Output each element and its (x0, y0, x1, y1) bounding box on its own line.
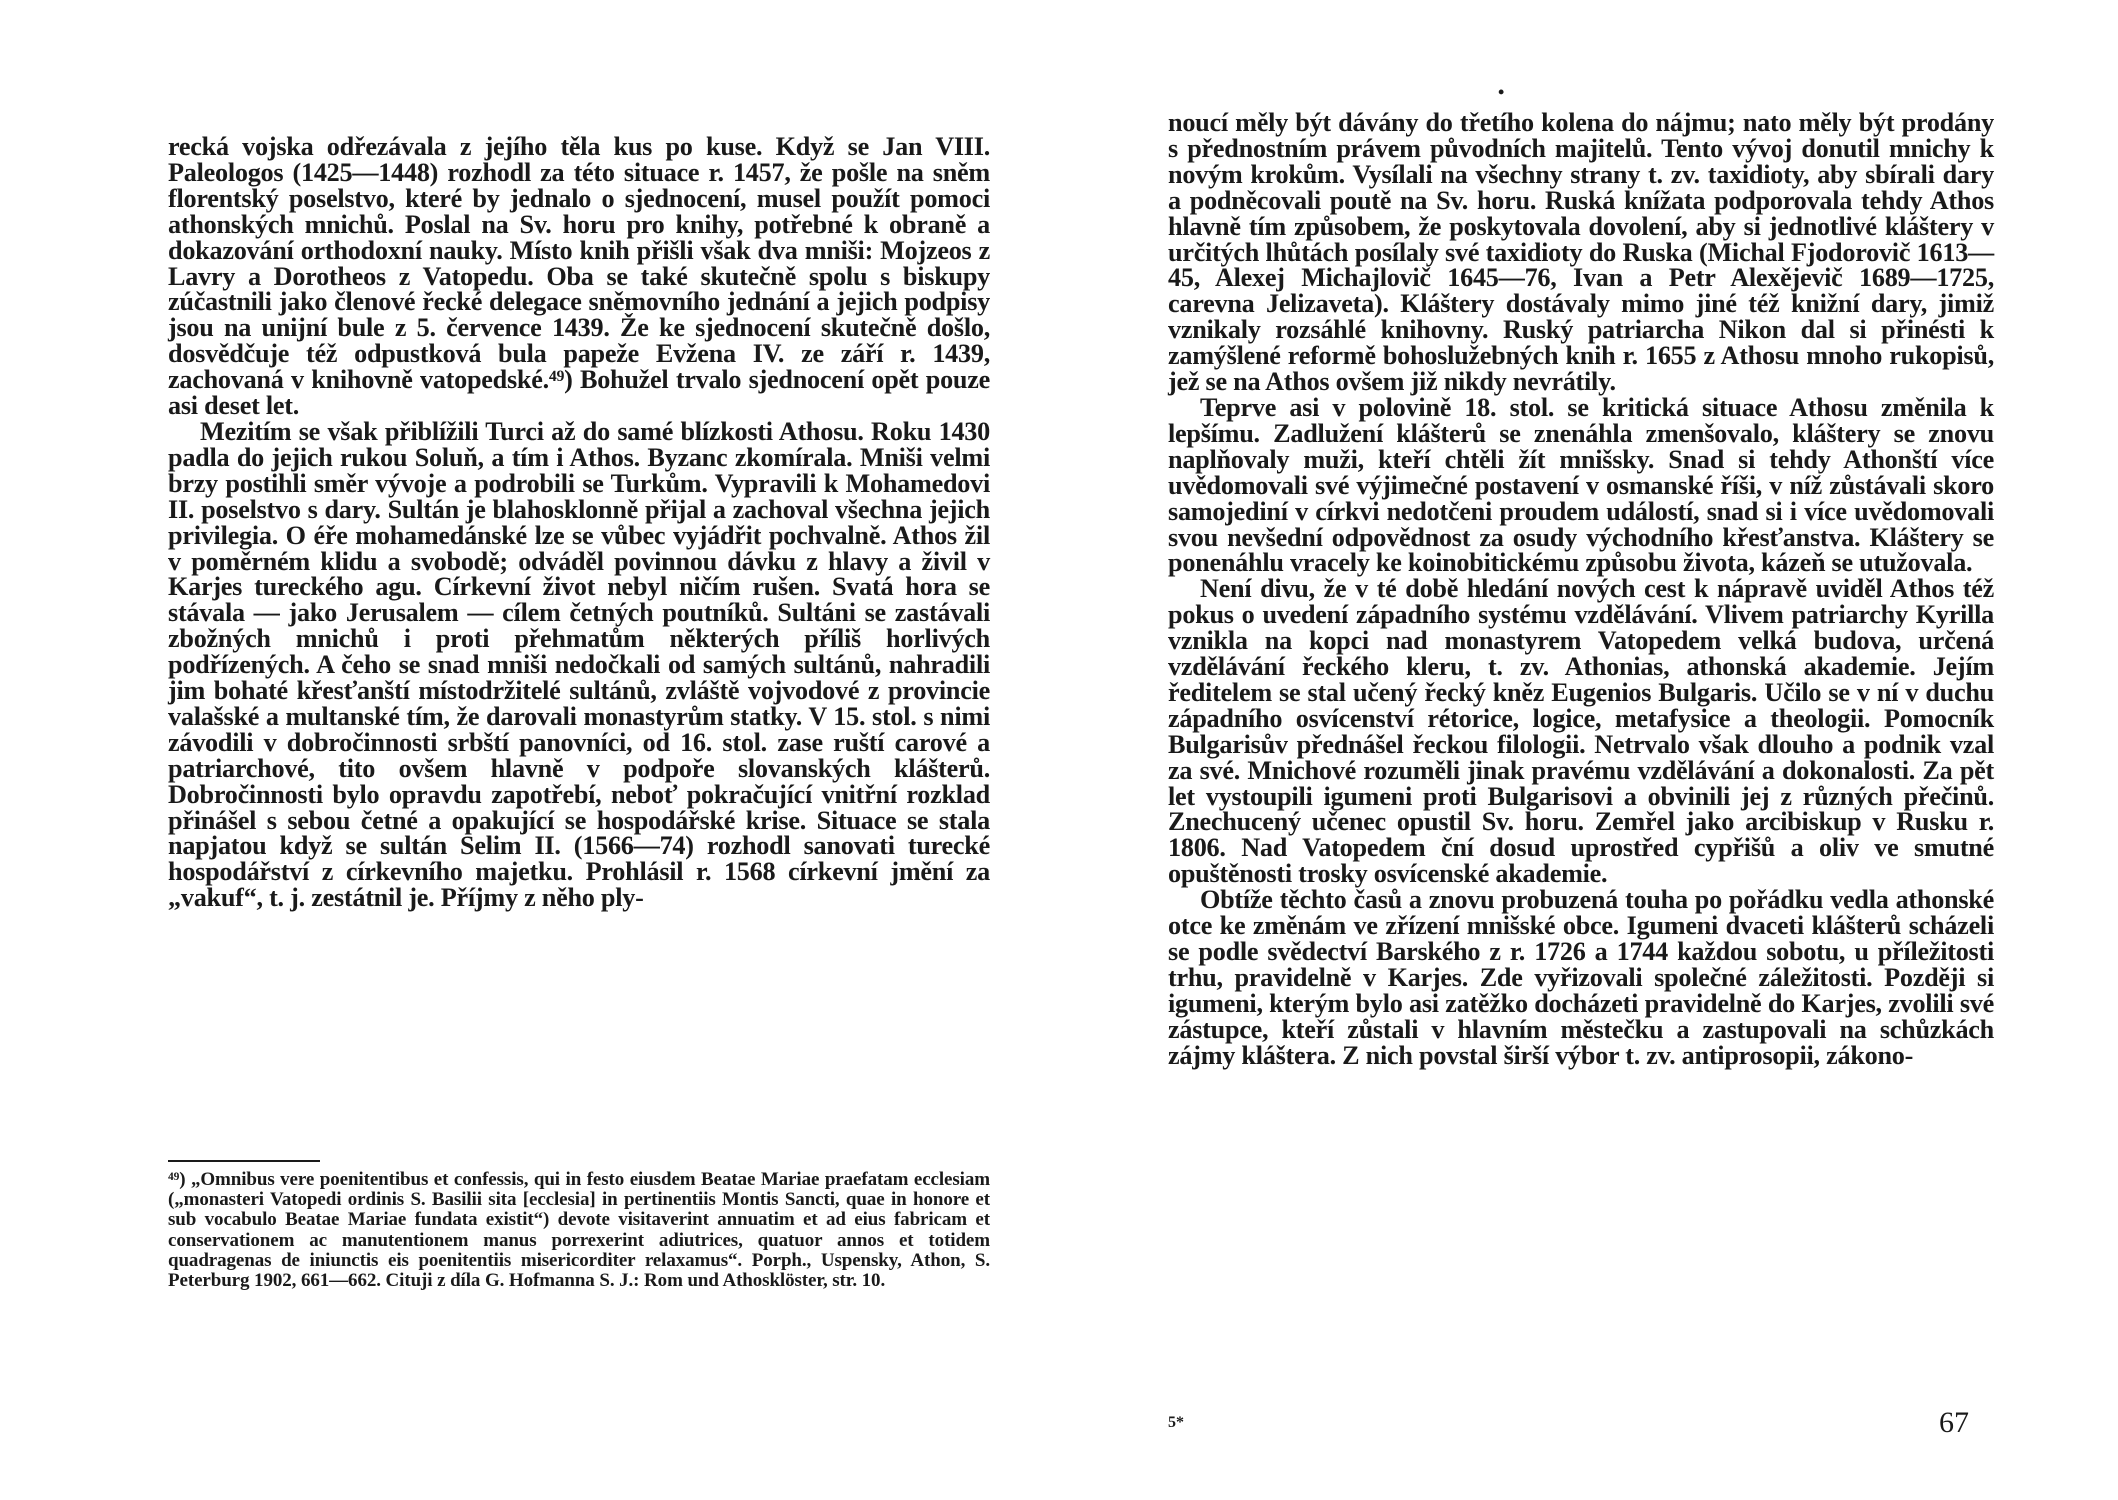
paragraph: Mezitím se však přiblížili Turci až do samé blízkosti Athosu. Roku 1430 padla do jejich rukou Soluň, a tím i Athos. Byzanc zkomírala. Mniši velmi brzy postihli směr vývoje a podrobili se Turkům. Vypravili k Mohamedovi II. poselstvo s dary. Sultán je blahosklonně přijal a zachoval všechna jejich privilegia. O éře mohamedánské lze se vůbec vyjádřit pochvalně. Athos žil v poměrném klidu a svobodě; odváděl povinnou dávku z hlavy a živil v Karjes tureckého agu. Církevní život nebyl ničím rušen. Svatá hora se stávala — jako Jerusalem — cílem četných poutníků. Sultáni se zastávali zbožných mnichů i proti přehmatům některých příliš horlivých podřízených. A čeho se snad mniši nedočkali od samých sultánů, nahradili jim bohaté křesťanští místodržitelé sultánů, zvláště vojvodové z provincie valašské a multanské tím, že darovali monastyrům statky. V 15. stol. s nimi závodili v dobročinnosti srbští panovníci, od 16. stol. zase ruští carové a patriarchové, tito ovšem hlavně v podpoře slovanských klášterů. Dobročinnosti bylo opravdu zapotřebí, neboť pokračující vnitřní rozklad přinášel s sebou četné a opakující se hospodářské krise. Situace se stala napjatou když se sultán Selim II. (1566—74) rozhodl sanovati turecké hospodářství z církevního majetku. Prohlásil r. 1568 církevní jmění za „vakuf“, t. j. zestátnil je. Příjmy z něho ply- (168, 416, 990, 913)
right-text-column (1168, 110, 1994, 1069)
left-text-column (168, 134, 990, 911)
footnote-rule (168, 1160, 320, 1162)
signature-mark: 5* (1168, 1414, 1184, 1431)
paragraph: Teprve asi v polovině 18. stol. se kritická situace Athosu změnila k lepšímu. Zadlužení klášterů se znenáhla zmenšovalo, kláštery se znovu naplňovaly muži, kteří chtěli žít mnišsky. Snad si tehdy Athonští více uvědomovali své výjimečné postavení v osmanské říši, v níž zůstávali skoro samojediní v církvi nedotčeni proudem událostí, snad si i více uvědomovali svou nevšední odpovědnost za osudy východního křesťanstva. Kláštery se ponenáhlu vracely ke koinobitickému způsobu života, kázeň se utužovala. (1168, 392, 1994, 578)
page-number: 67 (1939, 1406, 1969, 1439)
paragraph: Není divu, že v té době hledání nových cest k nápravě uviděl Athos též pokus o uvedení západního systému vzdělávání. Vlivem patriarchy Kyrilla vznikla na kopci nad monastyrem Vatopedem velká budova, určená vzdělávání řeckého kleru, t. zv. Athonias, athonská akademie. Jejím ředitelem se stal učený řecký kněz Eugenios Bulgaris. Učilo se v ní v duchu západního osvícenství rétorice, logice, metafysice a theologii. Pomocník Bulgarisův přednášel řeckou filologii. Netrvalo však dlouho a podnik vzal za své. Mnichové rozuměli jinak pravému vzdělávání a dokonalosti. Za pět let vystoupili igumeni proti Bulgarisovi a obvinili jej z různých přečinů. Znechucený učenec opustil Sv. horu. Zemřel jako arcibiskup v Rusku r. 1806. Nad Vatopedem ční dosud uprostřed cypřišů a oliv ve smutné opuštěnosti trosky osvícenské akademie. (1168, 574, 1994, 889)
footnote: ⁴⁹) „Omnibus vere poenitentibus et confessis, qui in festo eiusdem Beatae Mariae praefatam ecclesiam („monasteri Vatopedi ordinis S. Basilii sita [ecclesia] in pertinentiis Montis Sancti, quae in honore et sub vocabulo Beatae Mariae fundata existit“) devote visitaverint annuatim et ad eius fabricam et conservationem ac manutentionem manus porrexerint adiutrices, quatuor annos et totidem quadragenas de iniunctis eis poenitentiis misericorditer relaxamus“. Porph., Uspensky, Athon, S. Peterburg 1902, 661—662. Cituji z díla G. Hofmanna S. J.: Rom und Athosklöster, str. 10. (168, 1169, 990, 1292)
paragraph: Obtíže těchto časů a znovu probuzená touha po pořádku vedla athonské otce ke změnám ve zřízení mnišské obce. Igumeni dvaceti klášterů scházeli se podle svědectví Barského z r. 1726 a 1744 každou sobotu, u příležitosti trhu, pravidelně v Karjes. Zde vyřizovali společné záležitosti. Později si igumeni, kterým bylo asi zatěžko docházeti pravidelně do Karjes, zvolili své zástupce, kteří zůstali v hlavním městečku a zastupovali na schůzkách zájmy kláštera. Z nich povstal širší výbor t. zv. antiprosopii, zákono- (1168, 885, 1994, 1070)
top-mark: • (1498, 82, 1505, 102)
right-page (1059, 0, 2118, 1500)
paragraph: noucí měly být dávány do třetího kolena do nájmu; nato měly být prodány s přednostním právem původních majitelů. Tento vývoj donutil mnichy k novým krokům. Vysílali na všechny strany t. zv. taxidioty, aby sbírali dary a podněcovali poutě na Sv. horu. Ruská knížata podporovala tehdy Athos hlavně tím způsobem, že poskytovala dovolení, aby si jednotlivé kláštery v určitých lhůtách posílaly své taxidioty do Ruska (Michal Fjodorovič 1613—45, Alexej Michajlovič 1645—76, Ivan a Petr Alexějevič 1689—1725, carevna Jelizaveta). Kláštery dostávaly mimo jiné též knižní dary, jimiž vznikaly rozsáhlé knihovny. Ruský patriarcha Nikon dal si přinésti k zamýšlené reformě bohoslužebných knih r. 1655 z Athosu mnoho rukopisů, jež se na Athos ovšem již nikdy nevrátily. (1168, 108, 1994, 397)
paragraph: recká vojska odřezávala z jejího těla kus po kuse. Když se Jan VIII. Paleologos (1425—1448) rozhodl za této situace r. 1457, že pošle na sněm florentský poselstvo, které by jednalo o sjednocení, musel použít pomoci athonských mnichů. Poslal na Sv. horu pro knihy, potřebné k obraně a dokazování orthodoxní nauky. Místo knih přišli však dva mniši: Mojzeos z Lavry a Dorotheos z Vatopedu. Oba se také skutečně spolu s biskupy zúčastnili jako členové řecké delegace sněmovního jednání a jejich podpisy jsou na unijní bule z 5. července 1439. Že ke sjednocení skutečně došlo, dosvědčuje též odpustková bula papeže Evžena IV. ze září r. 1439, zachovaná v knihovně vatopedské.⁴⁹) Bohužel trvalo sjednocení opět pouze asi deset let. (168, 132, 990, 421)
